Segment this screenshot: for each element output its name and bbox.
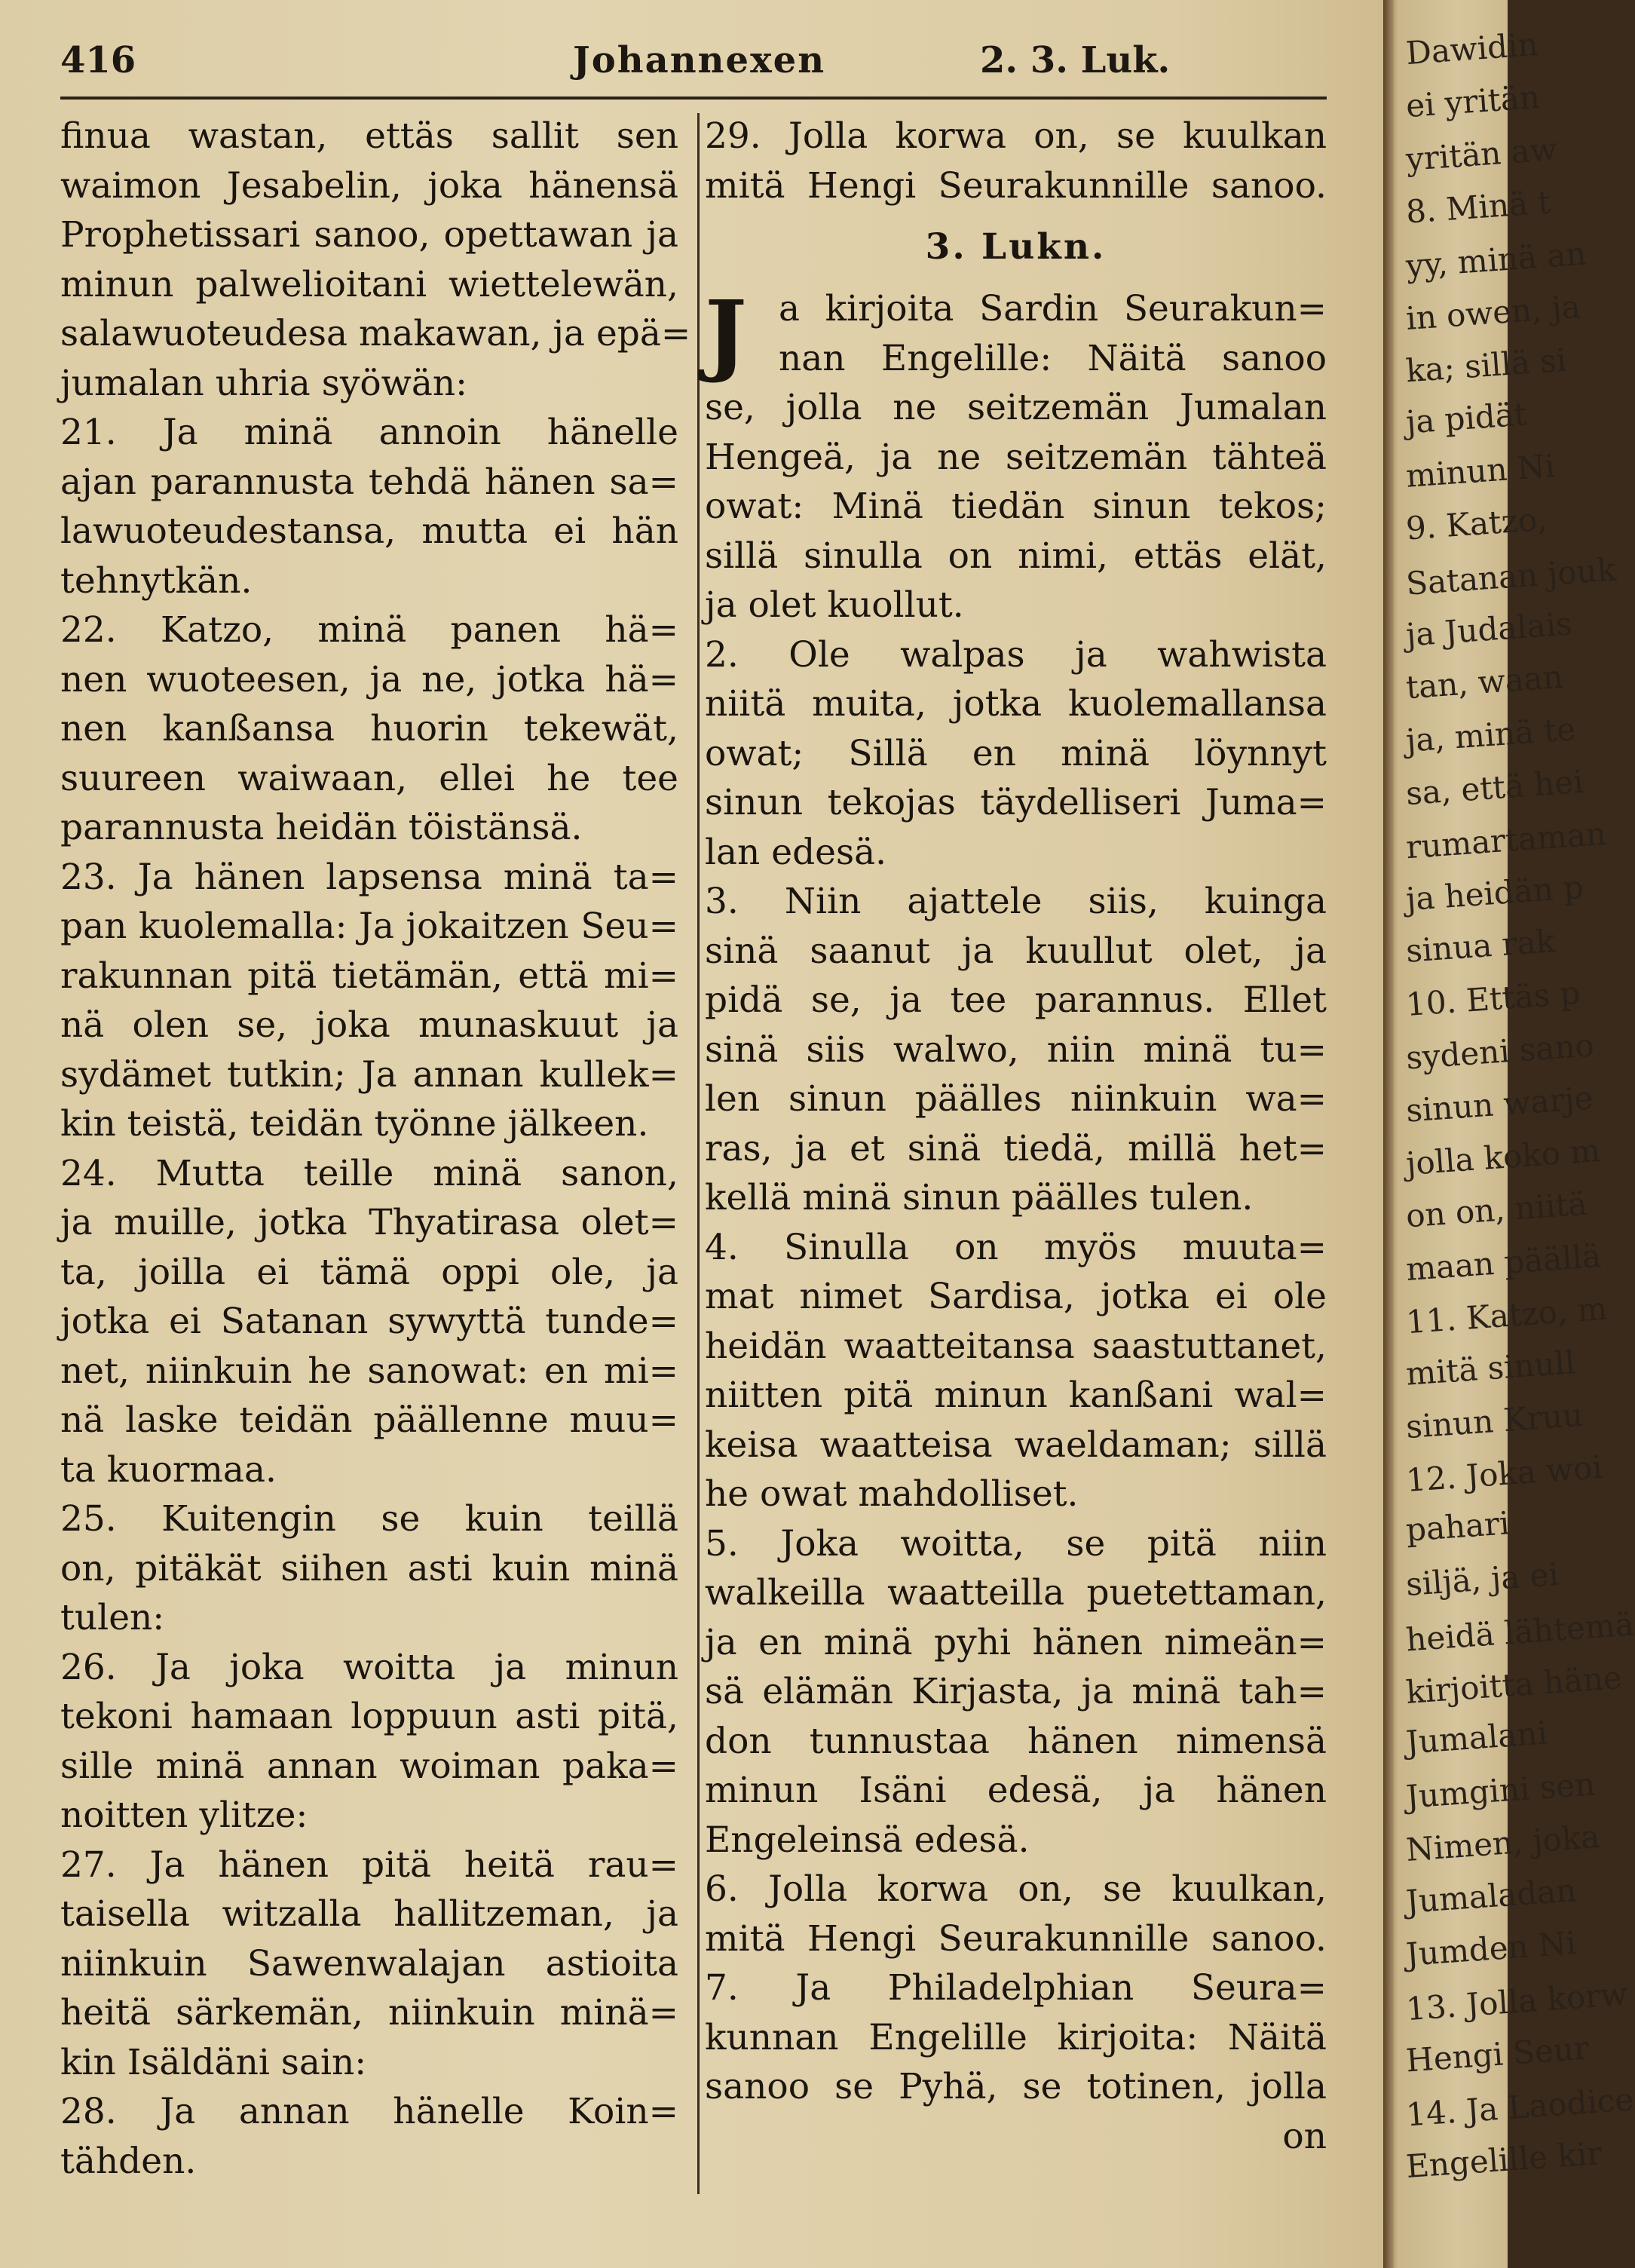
text-line: 26. Ja joka woitta ja minun bbox=[60, 1646, 678, 1688]
facing-page-fragment: Jumaladan bbox=[1404, 1871, 1578, 1920]
facing-page-fragment: on on, niitä bbox=[1404, 1185, 1588, 1235]
text-line: kin teistä, teidän työnne jälkeen. bbox=[60, 1103, 649, 1145]
text-line: sä elämän Kirjasta, ja minä tah= bbox=[705, 1671, 1327, 1712]
text-line: nä laske teidän päällenne muu= bbox=[60, 1399, 678, 1441]
facing-page-fragment: 9. Katzo, bbox=[1404, 500, 1548, 547]
text-line: 7. Ja Philadelphian Seura= bbox=[705, 1967, 1327, 2009]
facing-page-fragment: mitä sinull bbox=[1404, 1344, 1576, 1393]
text-line: on, pitäkät siihen asti kuin minä bbox=[60, 1547, 678, 1589]
chapter-heading: 3. Lukn. bbox=[925, 226, 1107, 268]
text-line: nä olen se, joka munaskuut ja bbox=[60, 1004, 678, 1046]
text-line: taisella witzalla hallitzeman, ja bbox=[60, 1893, 678, 1935]
text-line: ja en minä pyhi hänen nimeän= bbox=[705, 1621, 1327, 1663]
facing-page-fragment: heidä lähtemä bbox=[1404, 1605, 1635, 1659]
facing-page-fragment: Nimen, joka bbox=[1404, 1818, 1601, 1868]
text-line: 23. Ja hänen lapsensa minä ta= bbox=[60, 856, 678, 898]
drop-cap: J bbox=[705, 280, 747, 385]
text-line: se, jolla ne seitzemän Jumalan bbox=[705, 387, 1327, 428]
facing-page-fragment: Satanan jouk bbox=[1404, 550, 1618, 602]
text-line: 24. Mutta teille minä sanon, bbox=[60, 1152, 678, 1194]
text-line: mitä Hengi Seurakunnille sanoo. bbox=[705, 1917, 1327, 1960]
text-line: 21. Ja minä annoin hänelle bbox=[60, 412, 678, 453]
facing-page-edge bbox=[1383, 0, 1635, 2268]
text-line: jotka ei Satanan sywyttä tunde= bbox=[60, 1301, 678, 1342]
facing-page-fragment: maan päällä bbox=[1404, 1237, 1603, 1288]
text-line: 4. Sinulla on myös muuta= bbox=[705, 1226, 1327, 1268]
text-line: net, niinkuin he sanowat: en mi= bbox=[60, 1350, 678, 1392]
text-line: len sinun päälles niinkuin wa= bbox=[705, 1078, 1327, 1120]
text-line: tulen: bbox=[60, 1597, 165, 1638]
facing-page-fragment: Jumden Ni bbox=[1404, 1924, 1578, 1973]
text-line: on bbox=[1282, 2115, 1327, 2157]
page-number: 416 bbox=[60, 39, 136, 81]
facing-page-fragment: ja heidän p bbox=[1404, 868, 1585, 918]
facing-page-fragment: ja pidät bbox=[1404, 395, 1529, 441]
text-line: kin Isäldäni sain: bbox=[60, 2041, 367, 2083]
text-line: 3. Niin ajattele siis, kuinga bbox=[705, 881, 1327, 922]
facing-page-fragment: 11. Katzo, m bbox=[1404, 1289, 1609, 1341]
text-line: ta, joilla ei tämä oppi ole, ja bbox=[60, 1251, 678, 1293]
facing-page-fragment: jolla koko m bbox=[1404, 1132, 1602, 1182]
text-line: Engeleinsä edesä. bbox=[705, 1819, 1030, 1861]
text-line: walkeilla waatteilla puetettaman, bbox=[705, 1572, 1327, 1614]
text-line: sydämet tutkin; Ja annan kullek= bbox=[60, 1053, 678, 1096]
text-line: nan Engelille: Näitä sanoo bbox=[779, 337, 1327, 379]
facing-page-fragment: sinun Kruu bbox=[1404, 1396, 1584, 1446]
text-line: 29. Jolla korwa on, se kuulkan bbox=[705, 115, 1327, 157]
text-line: heitä särkemän, niinkuin minä= bbox=[60, 1992, 678, 2034]
text-line: nen wuoteesen, ja ne, jotka hä= bbox=[60, 658, 678, 700]
text-line: don tunnustaa hänen nimensä bbox=[705, 1720, 1327, 1762]
text-line: ras, ja et sinä tiedä, millä het= bbox=[705, 1127, 1327, 1169]
text-line: niitten pitä minun kanßani wal= bbox=[705, 1375, 1327, 1416]
facing-page-fragment: yritän aw bbox=[1404, 130, 1559, 178]
facing-page-fragment: Jumgini sen bbox=[1404, 1765, 1597, 1816]
text-line: finua wastan, ettäs sallit sen bbox=[60, 115, 678, 157]
facing-page-fragment: 10. Ettäs p bbox=[1404, 973, 1581, 1024]
text-line: kunnan Engelille kirjoita: Näitä bbox=[705, 2016, 1327, 2058]
facing-page-fragment: Hengi Seur bbox=[1404, 2029, 1591, 2080]
text-line: sanoo se Pyhä, se totinen, jolla bbox=[705, 2066, 1327, 2107]
text-line: ajan parannusta tehdä hänen sa= bbox=[60, 461, 678, 503]
text-line: sinä siis walwo, niin minä tu= bbox=[705, 1028, 1327, 1071]
text-line: lawuoteudestansa, mutta ei hän bbox=[60, 510, 678, 552]
facing-page-fragment: 8. Minä t bbox=[1404, 183, 1552, 231]
facing-page-fragment: sinua rak bbox=[1404, 922, 1557, 970]
text-line: ta kuormaa. bbox=[60, 1448, 277, 1491]
text-line: mitä Hengi Seurakunnille sanoo. bbox=[705, 164, 1327, 207]
facing-page-fragment: 13. Jolla korw bbox=[1404, 1975, 1629, 2028]
book-title: Johannexen bbox=[573, 39, 826, 81]
text-line: mat nimet Sardisa, jotka ei ole bbox=[705, 1276, 1327, 1317]
text-line: salawuoteudesa makawan, ja epä= bbox=[60, 313, 691, 354]
left-column bbox=[60, 112, 691, 2186]
facing-page-fragment: 14. Ja Laodice bbox=[1404, 2080, 1635, 2134]
right-column-body bbox=[705, 383, 1327, 2161]
facing-page-fragment: in owen, ja bbox=[1404, 287, 1582, 338]
book-gutter bbox=[1383, 0, 1394, 2268]
text-line: 22. Katzo, minä panen hä= bbox=[60, 609, 678, 651]
facing-page-fragment: siljä, ja ei bbox=[1404, 1555, 1560, 1604]
text-line: waimon Jesabelin, joka hänensä bbox=[60, 164, 678, 207]
text-line: 6. Jolla korwa on, se kuulkan, bbox=[705, 1868, 1327, 1910]
text-line: sille minä annan woiman paka= bbox=[60, 1745, 678, 1787]
facing-page-fragment: Engelille kir bbox=[1404, 2134, 1603, 2186]
text-line: kellä minä sinun päälles tulen. bbox=[705, 1177, 1254, 1218]
facing-page-fragment: rumartaman bbox=[1404, 814, 1608, 866]
facing-page-fragment: minun Ni bbox=[1404, 447, 1557, 495]
text-line: suureen waiwaan, ellei he tee bbox=[60, 757, 678, 799]
facing-page-fragment: Dawidin bbox=[1404, 25, 1539, 72]
facing-page-fragment: sinun warje bbox=[1404, 1079, 1594, 1129]
text-line: keisa waatteisa waeldaman; sillä bbox=[705, 1424, 1327, 1466]
facing-page-fragment: ei yritän bbox=[1404, 78, 1542, 125]
text-line: 28. Ja annan hänelle Koin= bbox=[60, 2091, 678, 2132]
facing-page-fragment: ka; sillä si bbox=[1404, 341, 1568, 390]
chapter-reference: 2. 3. Luk. bbox=[980, 39, 1171, 81]
text-line: pidä se, ja tee parannus. Ellet bbox=[705, 979, 1327, 1021]
text-line: sillä sinulla on nimi, ettäs elät, bbox=[705, 535, 1327, 577]
chapter-opening bbox=[705, 280, 1327, 385]
text-line: Hengeä, ja ne seitzemän tähteä bbox=[705, 436, 1327, 478]
facing-page-fragment: 12. Joka woi bbox=[1404, 1448, 1604, 1500]
text-line: niinkuin Sawenwalajan astioita bbox=[60, 1942, 678, 1985]
text-line: owat: Minä tiedän sinun tekos; bbox=[705, 486, 1327, 527]
text-line: jumalan uhria syöwän: bbox=[60, 362, 468, 404]
text-line: tekoni hamaan loppuun asti pitä, bbox=[60, 1696, 678, 1737]
text-line: tehnytkän. bbox=[60, 559, 253, 602]
facing-page-fragment: sydeni sano bbox=[1404, 1026, 1596, 1077]
facing-page-fragment: tan, waan bbox=[1404, 657, 1565, 706]
text-line: minun Isäni edesä, ja hänen bbox=[705, 1770, 1327, 1811]
running-header bbox=[60, 38, 1327, 83]
facing-page-fragment: ja Judalais bbox=[1404, 605, 1574, 654]
text-line: he owat mahdolliset. bbox=[705, 1473, 1079, 1515]
text-line: rakunnan pitä tietämän, että mi= bbox=[60, 955, 678, 997]
text-line: owat; Sillä en minä löynnyt bbox=[705, 732, 1327, 774]
text-line: Prophetissari sanoo, opettawan ja bbox=[60, 214, 678, 256]
facing-page-fragment: yy, minä an bbox=[1404, 234, 1588, 285]
text-line: heidän waatteitansa saastuttanet, bbox=[705, 1325, 1327, 1367]
text-line: 27. Ja hänen pitä heitä rau= bbox=[60, 1844, 678, 1886]
text-line: a kirjoita Sardin Seurakun= bbox=[779, 288, 1327, 329]
column-divider bbox=[697, 113, 700, 2194]
text-line: parannusta heidän töistänsä. bbox=[60, 807, 583, 848]
text-line: 5. Joka woitta, se pitä niin bbox=[705, 1522, 1327, 1565]
facing-page-fragment: ja, minä te bbox=[1404, 710, 1577, 759]
text-line: tähden. bbox=[60, 2140, 197, 2182]
text-line: ja muille, jotka Thyatirasa olet= bbox=[60, 1202, 678, 1243]
text-line: noitten ylitze: bbox=[60, 1794, 308, 1836]
facing-page-fragment: sa, että hei bbox=[1404, 762, 1585, 813]
header-rule bbox=[60, 97, 1327, 100]
text-line: nen kanßansa huorin tekewät, bbox=[60, 708, 678, 749]
facing-page-fragment: pahari bbox=[1404, 1504, 1511, 1549]
text-line: ja olet kuollut. bbox=[705, 584, 964, 626]
right-column bbox=[705, 112, 1327, 2161]
text-line: sinun tekojas täydelliseri Juma= bbox=[705, 782, 1327, 823]
facing-page-fragment: Jumalani bbox=[1404, 1714, 1549, 1761]
text-line: niitä muita, jotka kuolemallansa bbox=[705, 683, 1327, 725]
facing-page-fragment: kirjoitta häne bbox=[1404, 1659, 1624, 1711]
text-line: minun palwelioitani wiettelewän, bbox=[60, 263, 678, 305]
text-line: sinä saanut ja kuullut olet, ja bbox=[705, 930, 1327, 972]
text-line: pan kuolemalla: Ja jokaitzen Seu= bbox=[60, 906, 678, 947]
text-line: 2. Ole walpas ja wahwista bbox=[705, 633, 1327, 676]
text-line: lan edesä. bbox=[705, 831, 887, 873]
text-line: 25. Kuitengin se kuin teillä bbox=[60, 1498, 678, 1540]
